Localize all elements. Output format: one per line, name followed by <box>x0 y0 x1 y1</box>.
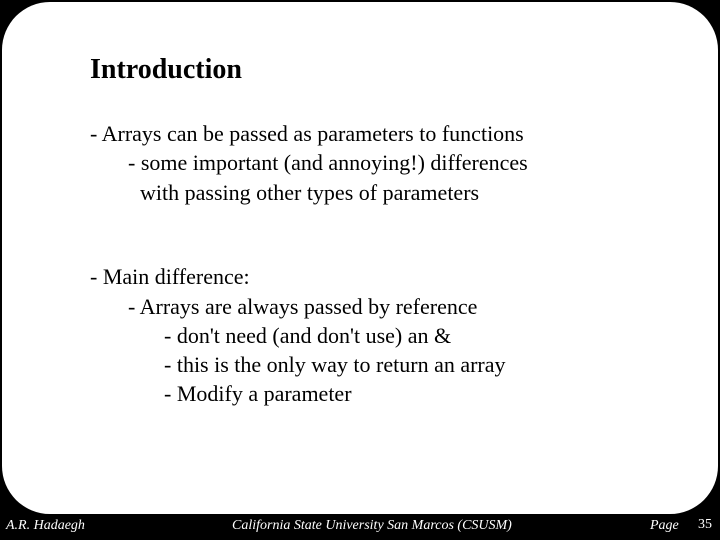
footer-page-number: 35 <box>698 517 712 532</box>
bullet-line: - Arrays can be passed as parameters to functions <box>90 121 524 146</box>
footer-page-label: Page <box>650 518 679 533</box>
footer-bar <box>0 514 720 540</box>
bullet-line: - some important (and annoying!) differences <box>128 150 528 175</box>
bullet-line: - Main difference: <box>90 264 250 289</box>
bullet-line: - don't need (and don't use) an & <box>164 323 452 348</box>
bullet-line: - this is the only way to return an array <box>164 352 506 377</box>
footer-author: A.R. Hadaegh <box>6 518 85 533</box>
slide-title: Introduction <box>90 54 242 85</box>
bullet-line: - Modify a parameter <box>164 381 352 406</box>
footer-institution: California State University San Marcos (CSUSM) <box>232 518 512 533</box>
bullet-line: with passing other types of parameters <box>140 180 480 205</box>
bullet-line: - Arrays are always passed by reference <box>128 294 478 319</box>
